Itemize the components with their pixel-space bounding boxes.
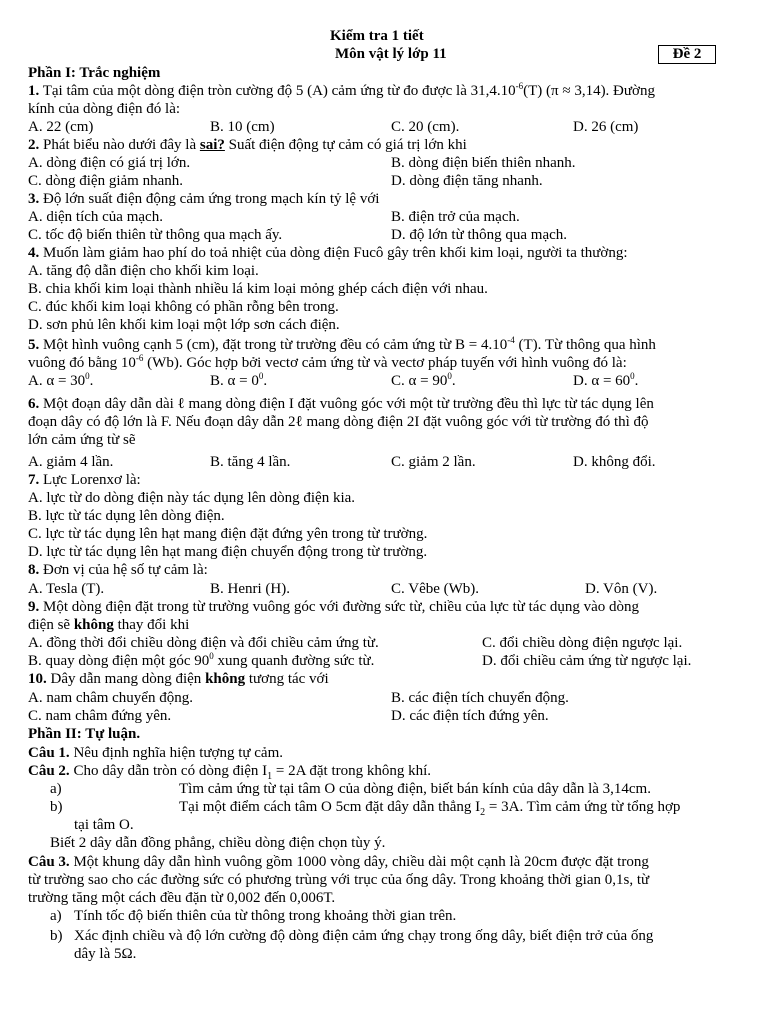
q4-stem	[28, 244, 628, 262]
q5-option-c-text: C. α = 90	[391, 373, 448, 389]
q9-option-b-text: B. quay dòng điện một góc 90	[28, 653, 210, 669]
q6-stem	[28, 395, 654, 413]
q10-emphasis: không	[205, 671, 246, 687]
q2-text-a: Phát biểu nào dưới đây là	[43, 137, 197, 153]
q7-option-d[interactable]: D. lực từ tác dụng lên hạt mang điện chuyển động trong từ trường.	[28, 544, 428, 560]
q7-option-b[interactable]: B. lực từ tác dụng lên dòng điện.	[28, 508, 225, 524]
q7-option-a[interactable]: A. lực từ do dòng điện này tác dụng lên dòng điện kia.	[28, 490, 356, 506]
degree-mark: 0	[447, 371, 452, 381]
c3-a-text: Tính tốc độ biến thiên của từ thông trong khoảng thời gian trên.	[74, 908, 457, 924]
c3-a-mark: a)	[50, 908, 62, 924]
q5-exponent-2: -6	[135, 353, 144, 363]
q7-option-c[interactable]: C. lực từ tác dụng lên hạt mang điện đặt đứng yên trong từ trường.	[28, 526, 428, 542]
q1-exponent: -6	[515, 81, 524, 91]
q1-option-b[interactable]: B. 10 (cm)	[210, 119, 275, 135]
c3-line-1: Một khung dây dẫn hình vuông gồm 1000 vòng dây, chiều dài một cạnh là 20cm được đặt trong	[73, 854, 649, 870]
q1-option-c[interactable]: C. 20 (cm).	[391, 119, 460, 135]
q9-option-b[interactable]	[28, 652, 374, 670]
q9-option-b-text-cont: xung quanh đường sức từ.	[217, 653, 375, 669]
q4-option-a[interactable]: A. tăng độ dẫn điện cho khối kim loại.	[28, 263, 259, 279]
q6-number: 6.	[28, 396, 40, 412]
q4-option-d[interactable]: D. sơn phủ lên khối kim loại một lớp sơn cách điện.	[28, 317, 340, 333]
q8-option-d[interactable]: D. Vôn (V).	[585, 581, 658, 597]
q5-stem	[28, 336, 656, 354]
c2-note: Biết 2 dây dẫn đồng phẳng, chiều dòng điện chọn tùy ý.	[50, 835, 386, 851]
q3-number: 3.	[28, 191, 40, 207]
q9-option-d[interactable]: D. đổi chiều cảm ứng từ ngược lại.	[482, 653, 692, 669]
q5-option-a[interactable]: A. $\alpha = 30^0$.	[28, 371, 94, 389]
q6-option-c[interactable]: C. giảm 2 lần.	[391, 454, 476, 470]
q2-option-d[interactable]: D. dòng điện tăng nhanh.	[391, 173, 543, 189]
q1-option-a[interactable]: A. 22 (cm)	[28, 119, 94, 135]
q5-text-d: (Wb). Góc hợp bởi vectơ cảm ứng từ và vectơ pháp tuyến với hình vuông đó là:	[147, 355, 627, 371]
q3-option-d[interactable]: D. độ lớn từ thông qua mạch.	[391, 227, 568, 243]
q1-stem	[28, 82, 655, 100]
q1-text-b: (T) (π ≈ 3,14). Đường	[523, 83, 655, 99]
part2-heading: Phần II: Tự luận.	[28, 726, 141, 742]
c2-b-text	[179, 798, 680, 816]
q8-number: 8.	[28, 562, 40, 578]
q7-stem	[28, 471, 141, 489]
q10-option-b[interactable]: B. các điện tích chuyển động.	[391, 690, 569, 706]
q5-stem-cont	[28, 354, 627, 372]
q5-option-d-text: D. α = 60	[573, 373, 631, 389]
c2-b-mark: b)	[50, 799, 63, 815]
c2-text-a: Cho dây dẫn tròn có dòng điện I	[73, 763, 268, 779]
q2-number: 2.	[28, 137, 40, 153]
c3-b-cont: dây là 5Ω.	[74, 946, 137, 962]
c3-label: Câu 3.	[28, 854, 70, 870]
c2-item	[28, 762, 431, 780]
c2-a-mark: a)	[50, 781, 62, 797]
q3-text: Độ lớn suất điện động cảm ứng trong mạch kín tỷ lệ với	[43, 191, 380, 207]
c1-text: Nêu định nghĩa hiện tượng tự cảm.	[73, 745, 284, 761]
q9-line-1: Một dòng điện đặt trong từ trường vuông góc với đường sức từ, chiều của lực từ tác dụng vào dòng	[43, 599, 640, 615]
q1-stem-cont: kính của dòng điện đó là:	[28, 101, 181, 117]
q8-option-c[interactable]: C. Vêbe (Wb).	[391, 581, 480, 597]
q4-number: 4.	[28, 245, 40, 261]
q7-text: Lực Lorenxơ là:	[43, 472, 141, 488]
q9-line-2b: thay đổi khi	[117, 617, 190, 633]
q4-option-b[interactable]: B. chia khối kim loại thành nhiều lá kim loại mỏng ghép cách điện với nhau.	[28, 281, 488, 297]
q3-stem	[28, 190, 379, 208]
q5-text-c: vuông đó bằng 10	[28, 355, 136, 371]
q1-option-d[interactable]: D. 26 (cm)	[573, 119, 639, 135]
c2-b-text-b: = 3A. Tìm cảm ứng từ tổng hợp	[488, 799, 681, 815]
q9-line-2a: điện sẽ	[28, 617, 71, 633]
q5-number: 5.	[28, 337, 40, 353]
q10-option-a[interactable]: A. nam châm chuyển động.	[28, 690, 193, 706]
c2-b-text-a: Tại một điểm cách tâm O 5cm đặt dây dẫn thẳng I	[179, 799, 481, 815]
q6-option-a[interactable]: A. giảm 4 lần.	[28, 454, 114, 470]
c2-a-text: Tìm cảm ứng từ tại tâm O của dòng điện, biết bán kính của dây dẫn là 3,14cm.	[179, 781, 651, 797]
c2-b-cont: tại tâm O.	[74, 817, 134, 833]
degree-mark: 0	[258, 371, 264, 381]
q5-option-b-text: B. α = 0	[210, 373, 259, 389]
q6-option-b[interactable]: B. tăng 4 lần.	[210, 454, 291, 470]
subject-title: Môn vật lý lớp 11	[335, 46, 447, 62]
q10-text-a: Dây dẫn mang dòng điện	[50, 671, 202, 687]
q9-stem	[28, 598, 639, 616]
q8-text: Đơn vị của hệ số tự cảm là:	[43, 562, 208, 578]
q8-option-b[interactable]: B. Henri (H).	[210, 581, 290, 597]
q9-line-2	[28, 616, 189, 634]
exam-code-badge: Đề 2	[658, 45, 716, 64]
q9-option-c[interactable]: C. đổi chiều dòng điện ngược lại.	[482, 635, 683, 651]
q5-text-a: Một hình vuông cạnh 5 (cm), đặt trong từ trường đều có cảm ứng từ B = 4.10	[43, 337, 508, 353]
part1-heading: Phần I: Trắc nghiệm	[28, 65, 161, 81]
c3-line-3: trường tăng một cách đều đặn từ 0,002 đến 0,006T.	[28, 890, 336, 906]
q1-number: 1.	[28, 83, 40, 99]
q5-option-a-text: A. α = 30	[28, 373, 86, 389]
q9-emphasis: không	[73, 617, 114, 633]
q3-option-b[interactable]: B. điện trở của mạch.	[391, 209, 520, 225]
c3-b-text: Xác định chiều và độ lớn cường độ dòng điện cảm ứng chạy trong ống dây, biết điện trở của ống	[74, 928, 654, 944]
q10-text-b: tương tác với	[248, 671, 329, 687]
q2-text-b: Suất điện động tự cảm có giá trị lớn khi	[228, 137, 467, 153]
exam-title: Kiểm tra 1 tiết	[330, 28, 424, 44]
c2-b-subscript: 2	[480, 807, 486, 818]
q3-option-a[interactable]: A. diện tích của mạch.	[28, 209, 163, 225]
q2-emphasis: sai?	[199, 137, 225, 153]
q8-option-a[interactable]: A. Tesla (T).	[28, 581, 105, 597]
q5-exponent-1: -4	[507, 335, 515, 345]
q5-option-b[interactable]: B. $\alpha = 0^0$.	[210, 371, 268, 389]
q10-option-c[interactable]: C. nam châm đứng yên.	[28, 708, 172, 724]
c3-item	[28, 853, 649, 871]
q8-stem	[28, 561, 208, 579]
q6-line-1: Một đoạn dây dẫn dài ℓ mang dòng điện I đặt vuông góc với một từ trường đều thì lực từ tác dụng lên	[43, 396, 654, 412]
q2-option-a[interactable]: A. dòng điện có giá trị lớn.	[28, 155, 191, 171]
c3-line-2: từ trường sao cho các đường sức có phương trùng với trục của ống dây. Trong khoảng thời gian 0,1s, từ	[28, 872, 650, 888]
q2-stem	[28, 136, 467, 154]
c3-b-mark: b)	[50, 928, 63, 944]
q9-number: 9.	[28, 599, 40, 615]
degree-mark: 0	[209, 651, 214, 661]
q5-text-b: (T). Từ thông qua hình	[518, 337, 656, 353]
degree-mark: 0	[85, 371, 90, 381]
q1-text-a: Tại tâm của một dòng điện tròn cường độ 5 (A) cảm ứng từ đo được là 31,4.10	[42, 83, 516, 99]
q6-option-d[interactable]: D. không đổi.	[573, 454, 656, 470]
q6-line-2: đoạn dây có độ lớn là F. Nếu đoạn dây dẫn 2ℓ mang dòng điện 2I đặt vuông góc với từ trường đó thì độ	[28, 414, 649, 430]
q5-option-c[interactable]: C. $\alpha = 90^0$.	[391, 371, 456, 389]
q4-text: Muốn làm giảm hao phí do toả nhiệt của dòng điện Fucô gây trên khối kim loại, người ta thường:	[43, 245, 628, 261]
q5-option-d[interactable]: D. $\alpha = 60^0$.	[573, 371, 639, 389]
q7-number: 7.	[28, 472, 40, 488]
q2-option-b[interactable]: B. dòng điện biến thiên nhanh.	[391, 155, 576, 171]
degree-mark: 0	[630, 371, 635, 381]
c1-item	[28, 744, 283, 762]
q9-option-a[interactable]: A. đồng thời đổi chiều dòng điện và đổi chiều cảm ứng từ.	[28, 635, 379, 651]
c1-label: Câu 1.	[28, 745, 70, 761]
c2-subscript: 1	[267, 771, 273, 782]
q10-number: 10.	[28, 671, 47, 687]
q3-option-c[interactable]: C. tốc độ biến thiên từ thông qua mạch ấy.	[28, 227, 283, 243]
c2-label: Câu 2.	[28, 763, 70, 779]
c2-text-b: = 2A đặt trong không khí.	[275, 763, 432, 779]
q10-option-d[interactable]: D. các điện tích đứng yên.	[391, 708, 549, 724]
q4-option-c[interactable]: C. đúc khối kim loại không có phần rỗng bên trong.	[28, 299, 339, 315]
q2-option-c[interactable]: C. dòng điện giảm nhanh.	[28, 173, 183, 189]
q10-stem	[28, 670, 329, 688]
q6-line-3: lớn cảm ứng từ sẽ	[28, 432, 136, 448]
